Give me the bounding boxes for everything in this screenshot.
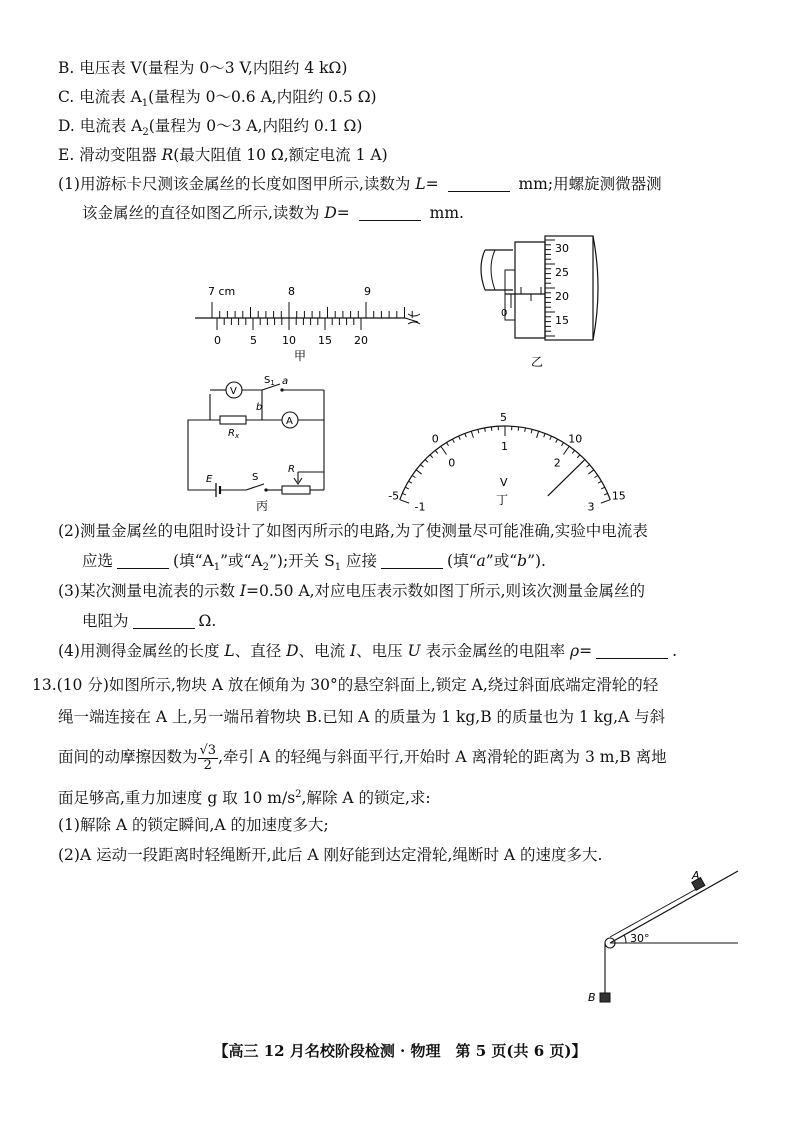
option-e-rest: (最大阻值 10 Ω,额定电流 1 A) bbox=[173, 146, 388, 164]
dial-tick bbox=[601, 500, 610, 503]
battery-label: E bbox=[206, 474, 213, 485]
dial-tick bbox=[446, 443, 448, 446]
dial-tick bbox=[402, 493, 406, 495]
jia-v-5: 5 bbox=[250, 334, 257, 347]
switch-pos-a: a bbox=[282, 376, 289, 387]
dial-tick bbox=[588, 470, 594, 474]
answer-blank-L[interactable] bbox=[448, 175, 510, 192]
q12-p4-a: (4)用测得金属丝的长度 bbox=[58, 642, 225, 660]
dial-tick bbox=[556, 439, 558, 443]
dial-tick bbox=[531, 429, 532, 433]
option-d bbox=[58, 115, 362, 144]
q13-l4-a: 面足够高,重力加速度 g 取 10 m/s bbox=[58, 789, 296, 808]
q12-p4-c: 、电流 bbox=[298, 642, 350, 660]
fraction-numerator: √3 bbox=[199, 742, 217, 758]
dial-tick bbox=[537, 431, 539, 438]
page-footer: 【高三 12 月名校阶段检测 · 物理 第 5 页(共 6 页)】 bbox=[213, 1042, 587, 1060]
dial-inner-label: -1 bbox=[414, 500, 426, 514]
q12-p4-f: = bbox=[579, 642, 593, 660]
q12-p2-i: ”). bbox=[527, 552, 546, 570]
answer-blank-resistivity[interactable] bbox=[596, 642, 668, 659]
block-a-label: A bbox=[692, 869, 700, 882]
dial-tick bbox=[435, 450, 437, 453]
dial-inner-label: 3 bbox=[587, 500, 595, 514]
figure-label-yi: 乙 bbox=[531, 355, 544, 369]
q12-p4-U: U bbox=[407, 642, 421, 660]
q12-p2-d1: 2 bbox=[262, 562, 269, 574]
dial-tick bbox=[400, 500, 409, 503]
dial-outer-label: 15 bbox=[611, 489, 626, 503]
dial-tick bbox=[405, 487, 409, 489]
q12-p2-opt-b: b bbox=[517, 552, 528, 570]
q12-part2-line1: (2)测量金属丝的电阻时设计了如图丙所示的电路,为了使测量尽可能准确,实验中电流表 bbox=[58, 522, 648, 540]
q12-p4-d: 、电压 bbox=[356, 642, 408, 660]
dial-tick bbox=[595, 475, 598, 477]
q12-p1-L: L bbox=[415, 175, 426, 193]
jia-v-15: 15 bbox=[318, 334, 332, 347]
dial-tick bbox=[459, 436, 461, 440]
q12-p4-D: D bbox=[286, 642, 299, 660]
dial-tick bbox=[587, 465, 590, 468]
block-b-label: B bbox=[588, 991, 596, 1004]
q13-l4-b: ,解除 A 的锁定,求: bbox=[301, 789, 431, 808]
dial-tick bbox=[452, 439, 454, 443]
micrometer-zero: 0 bbox=[501, 308, 508, 319]
yi-tick-25: 25 bbox=[555, 266, 569, 279]
figure-label-bing: 丙 bbox=[256, 499, 269, 513]
q12-p2-c: (填“A bbox=[173, 552, 214, 570]
q12-p2-c1: 1 bbox=[213, 562, 221, 574]
dial-tick bbox=[601, 487, 605, 489]
dial-tick bbox=[412, 475, 415, 477]
option-e-var: R bbox=[161, 146, 174, 164]
q12-p1-unit: mm. bbox=[424, 204, 464, 222]
q12-p4-rho: ρ bbox=[570, 642, 580, 660]
dial-tick bbox=[465, 433, 466, 437]
dial-inner-label: 0 bbox=[448, 456, 456, 470]
q12-part1-line2 bbox=[82, 202, 464, 224]
q12-p1-text3: 该金属丝的直径如图乙所示,读数为 bbox=[82, 204, 325, 222]
voltmeter-dial-figure bbox=[388, 398, 626, 514]
dial-tick bbox=[441, 446, 447, 454]
q12-part2-line2 bbox=[82, 550, 546, 579]
dial-tick bbox=[478, 429, 479, 433]
q12-p3-d: Ω. bbox=[198, 612, 217, 630]
thimble-ticks bbox=[545, 240, 555, 336]
dial-tick bbox=[471, 431, 473, 438]
answer-blank-D[interactable] bbox=[359, 204, 421, 221]
option-e bbox=[58, 144, 388, 166]
jia-v-0: 0 bbox=[214, 334, 221, 347]
q13-l3-a: 面间的动摩擦因数为 bbox=[58, 748, 198, 766]
q13-subq1: (1)解除 A 的锁定瞬间,A 的加速度多大; bbox=[58, 816, 329, 834]
dial-inner-label: 2 bbox=[553, 456, 561, 470]
rheostat-label: R bbox=[288, 464, 295, 475]
q13-line2: 绳一端连接在 A 上,另一端吊着物块 B.已知 A 的质量为 1 kg,B 的质量也为 1 kg,A 与斜 bbox=[58, 708, 666, 726]
q12-p4-I: I bbox=[350, 642, 357, 660]
q12-p3-c: 电阻为 bbox=[82, 612, 129, 630]
q12-p1-eq2: = bbox=[336, 204, 355, 222]
ammeter-label: A bbox=[286, 416, 293, 427]
option-d-rest: (量程为 0～3 A,内阻约 0.1 Ω) bbox=[148, 117, 363, 135]
dial-tick bbox=[564, 446, 570, 454]
dial-tick bbox=[416, 470, 422, 474]
q13-subq2: (2)A 运动一段距离时轻绳断开,此后 A 刚好能到达定滑轮,绳断时 A 的速度多大. bbox=[58, 846, 603, 864]
dial-tick bbox=[561, 443, 563, 446]
q12-part4 bbox=[58, 640, 677, 662]
dial-tick bbox=[430, 455, 433, 458]
dial-tick bbox=[544, 433, 545, 437]
dial-tick bbox=[485, 428, 486, 432]
dial-tick bbox=[420, 465, 423, 468]
q12-part1-line1 bbox=[58, 173, 662, 195]
q12-p1-eq: = bbox=[425, 175, 444, 193]
jia-v-10: 10 bbox=[282, 334, 296, 347]
dial-unit: V bbox=[500, 476, 508, 489]
option-c-rest: (量程为 0～0.6 A,内阻约 0.5 Ω) bbox=[148, 88, 377, 106]
dial-tick bbox=[577, 455, 580, 458]
jia-v-20: 20 bbox=[354, 334, 368, 347]
q12-p1-text: (1)用游标卡尺测该金属丝的长度如图甲所示,读数为 bbox=[58, 175, 416, 193]
answer-blank-ammeter[interactable] bbox=[117, 552, 169, 569]
q12-p2-g: (填“ bbox=[447, 552, 477, 570]
q12-p4-b: 、直径 bbox=[234, 642, 287, 660]
q12-p2-e: ”);开关 S bbox=[268, 552, 335, 570]
q12-p4-g: . bbox=[672, 642, 678, 660]
dial-inner-label: 1 bbox=[501, 440, 508, 453]
q12-part3-line1 bbox=[58, 580, 645, 602]
jia-tick-9: 9 bbox=[364, 285, 371, 298]
option-c-sub: 1 bbox=[141, 98, 149, 110]
main-scale-ticks bbox=[212, 302, 412, 318]
dial-tick bbox=[550, 436, 552, 440]
dial-outer-label: 10 bbox=[568, 432, 583, 446]
q13-line1: 13.(10 分)如图所示,物块 A 放在倾角为 30°的悬空斜面上,锁定 A,绕过斜面底端定滑轮的轻 bbox=[32, 676, 659, 694]
jia-tick-8: 8 bbox=[288, 285, 295, 298]
dial-tick bbox=[525, 428, 526, 432]
q12-p1-D: D bbox=[324, 204, 337, 222]
yi-tick-15: 15 bbox=[555, 314, 569, 327]
incline-figure bbox=[580, 865, 750, 1015]
yi-tick-20: 20 bbox=[555, 290, 569, 303]
q12-part3-line2 bbox=[82, 610, 216, 632]
dial-tick bbox=[572, 450, 574, 453]
answer-blank-resistance[interactable] bbox=[133, 612, 195, 629]
micrometer-figure bbox=[475, 232, 605, 372]
jia-tick-7cm: 7 cm bbox=[208, 285, 236, 298]
q13-line3 bbox=[58, 742, 667, 773]
switch-s1-label: $S_1$ bbox=[264, 375, 275, 387]
q12-p2-b: 应选 bbox=[82, 552, 114, 570]
rx-label: $R_x$ bbox=[228, 428, 240, 440]
option-b: B. 电压表 V(量程为 0～3 V,内阻约 4 kΩ) bbox=[58, 59, 348, 77]
switch-s-label: S bbox=[252, 472, 259, 483]
dial-tick bbox=[604, 493, 608, 495]
option-e-text: E. 滑动变阻器 bbox=[58, 146, 162, 164]
q13-l3-b: ,牵引 A 的轻绳与斜面平行,开始时 A 离滑轮的距离为 3 m,B 离地 bbox=[218, 748, 667, 766]
voltmeter-label: V bbox=[230, 386, 237, 397]
vernier-caliper-figure bbox=[190, 278, 440, 363]
yi-tick-30: 30 bbox=[555, 242, 569, 255]
q12-p2-d: ”或“A bbox=[220, 552, 263, 570]
q12-p4-e: 表示金属丝的电阻率 bbox=[420, 642, 570, 660]
dial-tick bbox=[408, 481, 411, 483]
dial-tick bbox=[598, 481, 601, 483]
dial-outer-label: 0 bbox=[431, 432, 439, 446]
incline-angle-label: 30° bbox=[630, 932, 650, 945]
q13-l4-sup: 2 bbox=[295, 789, 302, 800]
dial-outer-label: 5 bbox=[500, 411, 507, 424]
q12-p2-f: 应接 bbox=[341, 552, 378, 570]
q12-p2-h: ”或“ bbox=[485, 552, 518, 570]
friction-coefficient-fraction bbox=[198, 744, 219, 773]
figure-label-jia: 甲 bbox=[294, 349, 307, 363]
option-c bbox=[58, 86, 377, 115]
switch-pos-b: b bbox=[256, 402, 263, 413]
q12-p3-b: =0.50 A,对应电压表示数如图丁所示,则该次测量金属丝的 bbox=[246, 582, 645, 600]
block-b bbox=[600, 993, 610, 1002]
figure-label-ding: 丁 bbox=[496, 493, 509, 507]
option-c-text: C. 电流表 A bbox=[58, 88, 142, 106]
vernier-scale-ticks bbox=[217, 318, 361, 330]
circuit-figure bbox=[178, 372, 338, 512]
fraction-denominator: 2 bbox=[203, 757, 212, 773]
q12-p3-I: I bbox=[239, 582, 247, 600]
dial-outer-label: -5 bbox=[388, 489, 400, 503]
q13-line4 bbox=[58, 784, 431, 809]
q12-p2-opt-a: a bbox=[476, 552, 486, 570]
option-d-text: D. 电流表 A bbox=[58, 117, 143, 135]
dial-tick bbox=[425, 459, 428, 462]
q12-p1-text2: mm;用螺旋测微器测 bbox=[513, 175, 662, 193]
q12-p3-a: (3)某次测量电流表的示数 bbox=[58, 582, 240, 600]
option-d-sub: 2 bbox=[142, 127, 149, 139]
answer-blank-switch[interactable] bbox=[381, 552, 443, 569]
q12-p4-L: L bbox=[224, 642, 235, 660]
q12-p2-e1: 1 bbox=[334, 562, 342, 574]
